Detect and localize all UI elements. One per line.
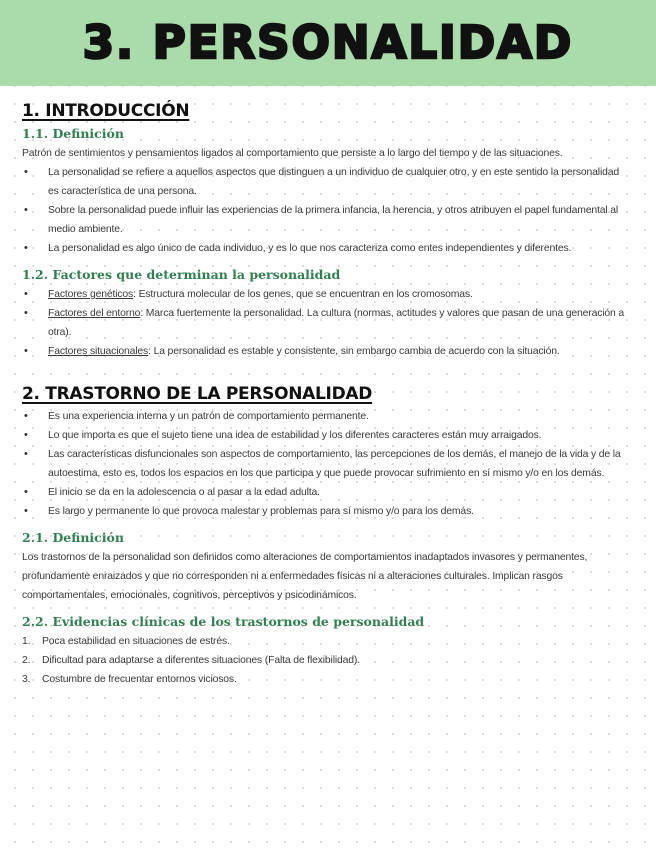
evidence-text: Dificultad para adaptarse a diferentes situaciones (Falta de flexibilidad). [42, 655, 360, 666]
list-number: 1. [22, 636, 31, 647]
subsection-heading-factores: 1.2. Factores que determinan la personalidad [22, 267, 341, 282]
section-heading-introduccion: 1. INTRODUCCIÓN [22, 101, 190, 121]
intro-bullet-list [22, 163, 630, 258]
evidence-text: Costumbre de frecuentar entornos viciosos. [42, 674, 237, 685]
title-banner [0, 0, 656, 86]
list-item [48, 304, 630, 342]
disorder-bullet-list [22, 407, 630, 521]
disorder-definition-paragraph: Los trastornos de la personalidad son definidos como alteraciones de comportamientos inadaptados invasores y permanentes, profundamente enraizados y que no corresponden ni a enfermedades físicas ni a alteraciones culturales. Implican rasgos comportamentales, emocionales, cognitivos, perceptivos y psicodinámicos. [22, 552, 588, 601]
evidence-text: Poca estabilidad en situaciones de estrés. [42, 636, 230, 647]
list-number: 3. [22, 674, 31, 685]
document-body [22, 98, 630, 689]
list-item [48, 285, 630, 304]
list-item: • Es largo y permanente lo que provoca malestar y problemas para sí mismo y/o para los demás. [48, 502, 630, 521]
factor-text: : Estructura molecular de los genes, que se encuentran en los cromosomas. [133, 289, 473, 300]
factors-list [22, 285, 630, 361]
section-heading-trastorno: 2. TRASTORNO DE LA PERSONALIDAD [22, 384, 373, 404]
definition-paragraph: Patrón de sentimientos y pensamientos ligados al comportamiento que persiste a lo largo del tiempo y de las situaciones. [22, 148, 563, 159]
list-number: 2. [22, 655, 31, 666]
factor-text: : Marca fuertemente la personalidad. La cultura (normas, actitudes y valores que pasan de una generación a otra). [48, 308, 625, 338]
list-item: • El inicio se da en la adolescencia o al pasar a la edad adulta. [48, 483, 630, 502]
page-title: 3. PERSONALIDAD [82, 16, 574, 69]
list-item [22, 670, 630, 689]
factor-term: Factores genéticos [48, 289, 134, 300]
list-item: • Lo que importa es que el sujeto tiene una idea de estabilidad y los diferentes caracteres están muy arraigados. [48, 426, 630, 445]
list-item: • Es una experiencia interna y un patrón de comportamiento permanente. [48, 407, 630, 426]
list-item: • Sobre la personalidad puede influir las experiencias de la primera infancia, la herencia, y otros atribuyen el papel fundamental al medio ambiente. [48, 201, 630, 239]
evidence-numbered-list [22, 632, 630, 689]
subsection-heading-definicion-trastorno: 2.1. Definición [22, 530, 124, 545]
list-item [22, 651, 630, 670]
factor-term: Factores del entorno [48, 308, 141, 319]
subsection-heading-definicion: 1.1. Definición [22, 126, 124, 141]
factor-term: Factores situacionales [48, 346, 149, 357]
list-item [48, 342, 630, 361]
list-item: • La personalidad es algo único de cada individuo, y es lo que nos caracteriza como entes independientes y diferentes. [48, 239, 630, 258]
list-item [22, 632, 630, 651]
list-item: • La personalidad se refiere a aquellos aspectos que distinguen a un individuo de cualquier otro, y en este sentido la personalidad es característica de una persona. [48, 163, 630, 201]
list-item: • Las características disfuncionales son aspectos de comportamiento, las percepciones de los demás, el manejo de la vida y de la autoestima, esto es, todos los espacios en los que participa y que puede provocar sufrimiento en sí mismo y/o en los demás. [48, 445, 630, 483]
subsection-heading-evidencias: 2.2. Evidencias clínicas de los trastornos de personalidad [22, 614, 425, 629]
factor-text: : La personalidad es estable y consistente, sin embargo cambia de acuerdo con la situación. [148, 346, 560, 357]
